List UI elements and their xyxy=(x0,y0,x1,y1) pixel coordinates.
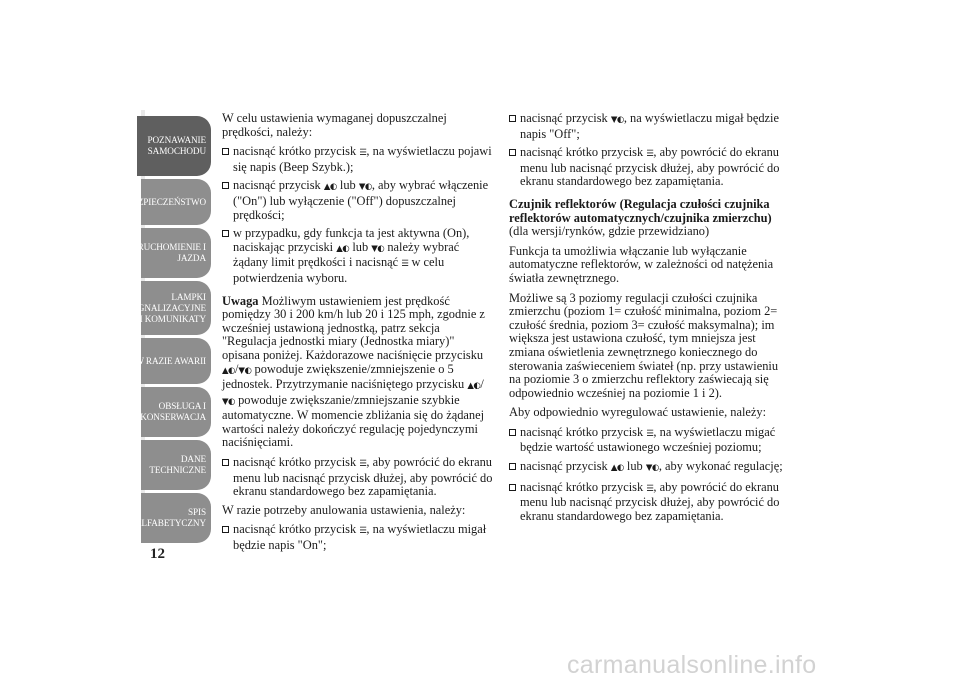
list-item: nacisnąć krótko przycisk ☰, aby powrócić do ekranu menu lub nacisnąć przycisk dłużej, aby powrócić do ekranu standardowego bez zapamiętania. xyxy=(222,456,494,499)
list-item: nacisnąć krótko przycisk ☰, aby powrócić do ekranu menu lub nacisnąć przycisk dłużej, aby powrócić do ekranu standardowego bez zapamiętania. xyxy=(509,146,791,189)
up-arrow-button-icon: ▲◐ xyxy=(467,381,481,392)
list-item: nacisnąć krótko przycisk ☰, na wyświetlaczu pojawi się napis (Beep Szybk.); xyxy=(222,145,494,174)
up-arrow-button-icon: ▲◐ xyxy=(610,463,624,474)
section-subtitle: (dla wersji/rynków, gdzie przewidziano) xyxy=(509,224,710,239)
tab-dane-techniczne[interactable]: DANE TECHNICZNE xyxy=(141,440,211,490)
up-arrow-button-icon: ▲◐ xyxy=(222,365,235,376)
note-paragraph: Uwaga Możliwym ustawieniem jest prędkość pomiędzy 30 i 200 km/h lub 20 i 125 mph, zgodnie z wcześniej ustawioną jednostką, patrz sekcja "Regulacja jednostki miary (Jednostka miary)" opisana poniżej. Każdorazowe naciśnięcie przycisku ▲◐/▼◐ powoduje zwiększenie/zmniejszenie o 5 jednostek. Przytrzymanie naciśniętego przycisku ▲◐/▼◐ powoduje zwiększanie/zmniejszanie szybkie automatyczne. W momencie zbliżania się do żądanej wartości należy dokończyć regulację pojedynczymi naciśnięciami. xyxy=(222,293,485,450)
list-item: w przypadku, gdy funkcja ta jest aktywna (On), naciskając przyciski ▲◐ lub ▼◐ należy wybrać żądany limit prędkości i nacisnąć ☰ w celu potwierdzenia wyboru. xyxy=(222,227,494,285)
list-item: nacisnąć przycisk ▲◐ lub ▼◐, aby wykonać regulację; xyxy=(509,460,791,476)
tab-poznawanie-samochodu[interactable]: POZNAWANIE SAMOCHODU xyxy=(137,116,211,176)
paragraph: Możliwe są 3 poziomy regulacji czułości czujnika zmierzchu (poziom 1= czułość minimalna, poziom 2= czułość średnia, poziom 3= czułość maksymalna); im większa jest ustawiona czułość, tym mniejsza jest zmiana oświetlenia zewnętrznego koniecznego do sterowania zaświeceniem świateł (np. przy ustawieniu na poziomie 3 o zmierzchu reflektory zaświecają się odpowiednio wcześniej na poziomie 1 i 2). xyxy=(509,290,779,400)
paragraph: Funkcja ta umożliwia włączanie lub wyłączanie automatyczne reflektorów, w zależności od natężenia światła zewnętrznego. xyxy=(509,243,774,285)
up-arrow-button-icon: ▲◐ xyxy=(323,182,337,193)
up-arrow-button-icon: ▲◐ xyxy=(336,243,350,254)
list-item: nacisnąć krótko przycisk ☰, aby powrócić do ekranu menu lub nacisnąć przycisk dłużej, aby powrócić do ekranu standardowego bez zapamiętania. xyxy=(509,481,791,524)
intro-text: W celu ustawienia wymaganej dopuszczalnej prędkości, należy: xyxy=(222,111,447,139)
list-item: nacisnąć przycisk ▼◐, na wyświetlaczu migał będzie napis "Off"; xyxy=(509,112,791,141)
down-arrow-button-icon: ▼◐ xyxy=(238,365,252,376)
right-column xyxy=(509,112,791,528)
tab-bezpieczenstwo[interactable]: BEZPIECZEŃSTWO xyxy=(141,179,211,225)
down-arrow-button-icon: ▼◐ xyxy=(645,463,659,474)
menu-button-icon: ☰ xyxy=(646,428,654,439)
down-arrow-button-icon: ▼◐ xyxy=(222,396,235,407)
tab-lampki-sygnalizacyjne[interactable]: LAMPKI SYGNALIZACYJNE I KOMUNIKATY xyxy=(141,281,211,335)
section-heading: Czujnik reflektorów (Regulacja czułości czujnika reflektorów automatycznych/czujnika zmierzchu) xyxy=(509,196,772,225)
down-arrow-button-icon: ▼◐ xyxy=(371,243,385,254)
left-column xyxy=(222,112,494,558)
cancel-text: W razie potrzeby anulowania ustawienia, należy: xyxy=(222,502,466,517)
menu-button-icon: ☰ xyxy=(646,149,654,160)
paragraph: Aby odpowiednio wyregulować ustawienie, należy: xyxy=(509,405,767,420)
page-number: 12 xyxy=(150,546,165,562)
tab-w-razie-awarii[interactable]: W RAZIE AWARII xyxy=(141,338,211,384)
menu-button-icon: ☰ xyxy=(359,526,367,537)
list-item: nacisnąć krótko przycisk ☰, na wyświetlaczu migać będzie wartość ustawionego wcześniej poziomu; xyxy=(509,426,791,455)
menu-button-icon: ☰ xyxy=(359,148,367,159)
menu-button-icon: ☰ xyxy=(359,459,367,470)
list-item: nacisnąć krótko przycisk ☰, na wyświetlaczu migał będzie napis "On"; xyxy=(222,523,494,552)
menu-button-icon: ☰ xyxy=(646,483,654,494)
down-arrow-button-icon: ▼◐ xyxy=(358,182,372,193)
tab-uruchomienie-jazda[interactable]: URUCHOMIENIE I JAZDA xyxy=(141,228,211,278)
list-item: nacisnąć przycisk ▲◐ lub ▼◐, aby wybrać włączenie ("On") lub wyłączenie ("Off") dopuszczalnej prędkości; xyxy=(222,179,494,222)
menu-button-icon: ☰ xyxy=(401,259,409,270)
tab-obsluga-konserwacja[interactable]: OBSŁUGA I KONSERWACJA xyxy=(141,387,211,437)
watermark-text: carmanualsonline.info xyxy=(567,651,817,679)
tab-spis-alfabetyczny[interactable]: SPIS ALFABETYCZNY xyxy=(141,493,211,543)
down-arrow-button-icon: ▼◐ xyxy=(610,115,624,125)
